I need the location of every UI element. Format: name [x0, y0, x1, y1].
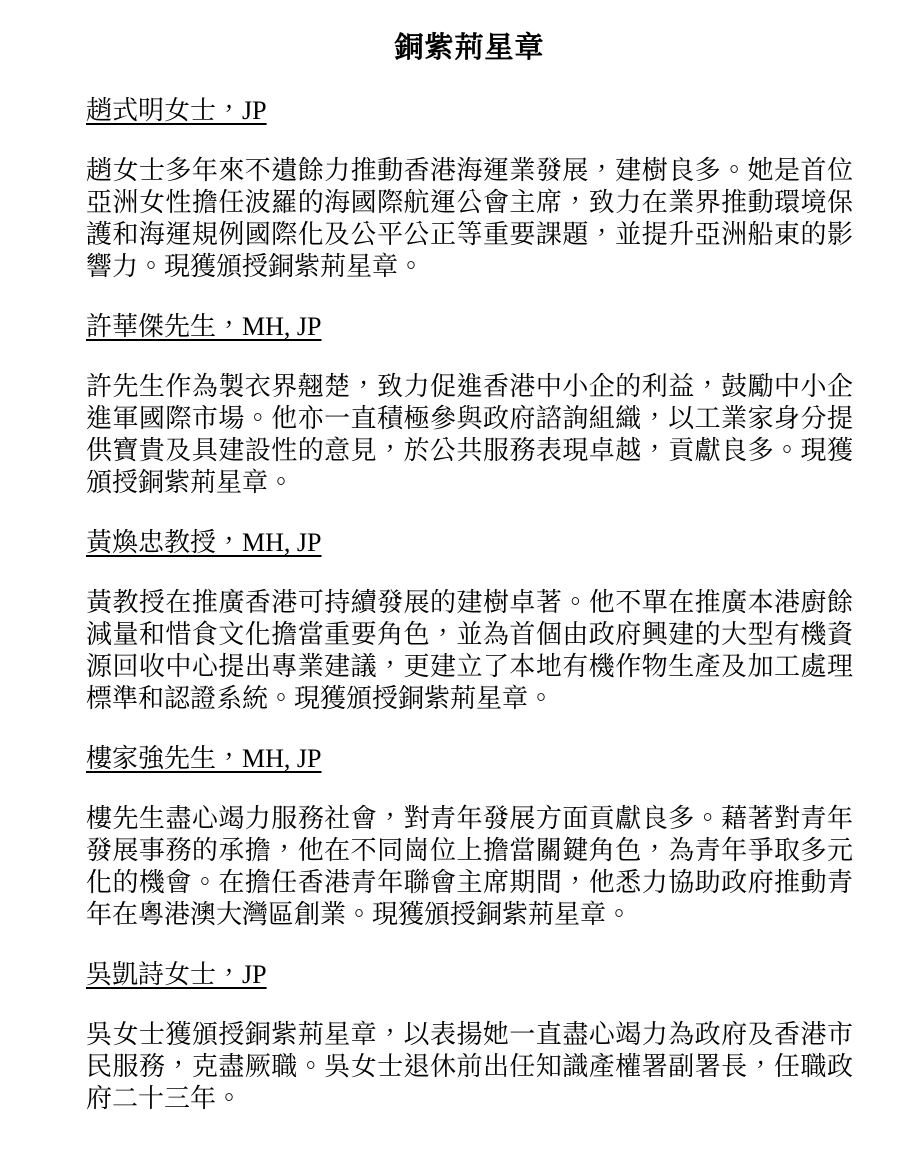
- award-section: [86, 527, 853, 715]
- citation-paragraph: 樓先生盡心竭力服務社會，對青年發展方面貢獻良多。藉著對青年發展事務的承擔，他在不同崗位上擔當關鍵角色，為青年爭取多元化的機會。在擔任香港青年聯會主席期間，他悉力協助政府推動青年在粵港澳大灣區創業。現獲頒授銅紫荊星章。: [86, 804, 853, 929]
- award-section: [86, 743, 853, 931]
- citation-paragraph: 吳女士獲頒授銅紫荊星章，以表揚她一直盡心竭力為政府及香港市民服務，克盡厥職。吳女士退休前出任知識產權署副署長，任職政府二十三年。: [86, 1020, 853, 1113]
- citation-paragraph: 黃教授在推廣香港可持續發展的建樹卓著。他不單在推廣本港廚餘減量和惜食文化擔當重要角色，並為首個由政府興建的大型有機資源回收中心提出專業建議，更建立了本地有機作物生產及加工處理標準和認證系統。現獲頒授銅紫荊星章。: [86, 588, 853, 713]
- award-section: [86, 311, 853, 499]
- recipient-name: 許華傑先生，MH, JP: [86, 312, 322, 341]
- recipient-name: 趙式明女士，JP: [86, 96, 267, 125]
- citation-paragraph: 許先生作為製衣界翹楚，致力促進香港中小企的利益，鼓勵中小企進軍國際市場。他亦一直積極參與政府諮詢組織，以工業家身分提供寶貴及具建設性的意見，於公共服務表現卓越，貢獻良多。現獲頒授銅紫荊星章。: [86, 372, 853, 497]
- page-title: 銅紫荊星章: [394, 32, 545, 64]
- recipient-heading: [86, 959, 853, 991]
- recipient-heading: [86, 527, 853, 559]
- recipient-name: 樓家強先生，MH, JP: [86, 744, 322, 773]
- citation-paragraph: 趙女士多年來不遺餘力推動香港海運業發展，建樹良多。她是首位亞洲女性擔任波羅的海國際航運公會主席，致力在業界推動環境保護和海運規例國際化及公平公正等重要課題，並提升亞洲船東的影響力。現獲頒授銅紫荊星章。: [86, 156, 853, 281]
- recipient-heading: [86, 95, 853, 127]
- award-section: [86, 95, 853, 283]
- recipient-heading: [86, 311, 853, 343]
- recipient-heading: [86, 743, 853, 775]
- award-section: [86, 959, 853, 1115]
- recipient-name: 黃煥忠教授，MH, JP: [86, 528, 322, 557]
- recipient-name: 吳凱詩女士，JP: [86, 960, 267, 989]
